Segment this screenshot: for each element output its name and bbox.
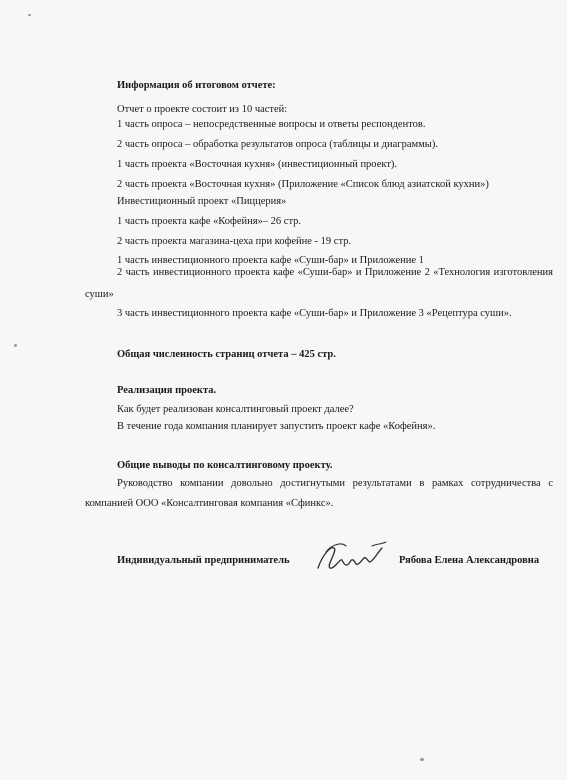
report-part: 2 часть проекта магазина-цеха при кофейне - 19 стр. — [117, 236, 352, 247]
report-intro: Отчет о проекте состоит из 10 частей: — [117, 104, 288, 115]
report-part: 1 часть опроса – непосредственные вопросы и ответы респондентов. — [117, 119, 426, 130]
report-part: 3 часть инвестиционного проекта кафе «Суши-бар» и Приложение 3 «Рецептура суши». — [117, 308, 512, 319]
report-part: Инвестиционный проект «Пиццерия» — [117, 196, 287, 207]
report-part: 2 часть проекта «Восточная кухня» (Приложение «Список блюд азиатской кухни») — [117, 179, 489, 190]
scan-speck — [28, 14, 31, 16]
signatory-name: Рябова Елена Александровна — [399, 555, 540, 566]
scan-speck — [14, 344, 17, 347]
report-info-heading: Информация об итоговом отчете: — [117, 80, 276, 91]
realization-answer: В течение года компания планирует запустить проект кафе «Кофейня». — [117, 421, 436, 432]
handwritten-signature — [312, 538, 390, 580]
realization-heading: Реализация проекта. — [117, 385, 217, 396]
report-part: 1 часть проекта кафе «Кофейня»– 26 стр. — [117, 216, 302, 227]
realization-question: Как будет реализован консалтинговый проект далее? — [117, 404, 354, 415]
signatory-title: Индивидуальный предприниматель — [117, 555, 290, 566]
report-part: 2 часть инвестиционного проекта кафе «Суши-бар» и Приложение 2 «Технология изготовления суши» — [85, 267, 553, 300]
report-part: 1 часть проекта «Восточная кухня» (инвестиционный проект). — [117, 159, 398, 170]
report-part: 1 часть инвестиционного проекта кафе «Суши-бар» и Приложение 1 — [117, 255, 424, 266]
scan-speck — [420, 758, 424, 761]
total-pages: Общая численность страниц отчета – 425 стр. — [117, 349, 336, 360]
report-part: 2 часть опроса – обработка результатов опроса (таблицы и диаграммы). — [117, 139, 438, 150]
conclusions-text: Руководство компании довольно достигнутыми результатами в рамках сотрудничества с компанией ООО «Консалтинговая компания «Сфинкс». — [85, 478, 553, 509]
conclusions-heading: Общие выводы по консалтинговому проекту. — [117, 460, 333, 471]
